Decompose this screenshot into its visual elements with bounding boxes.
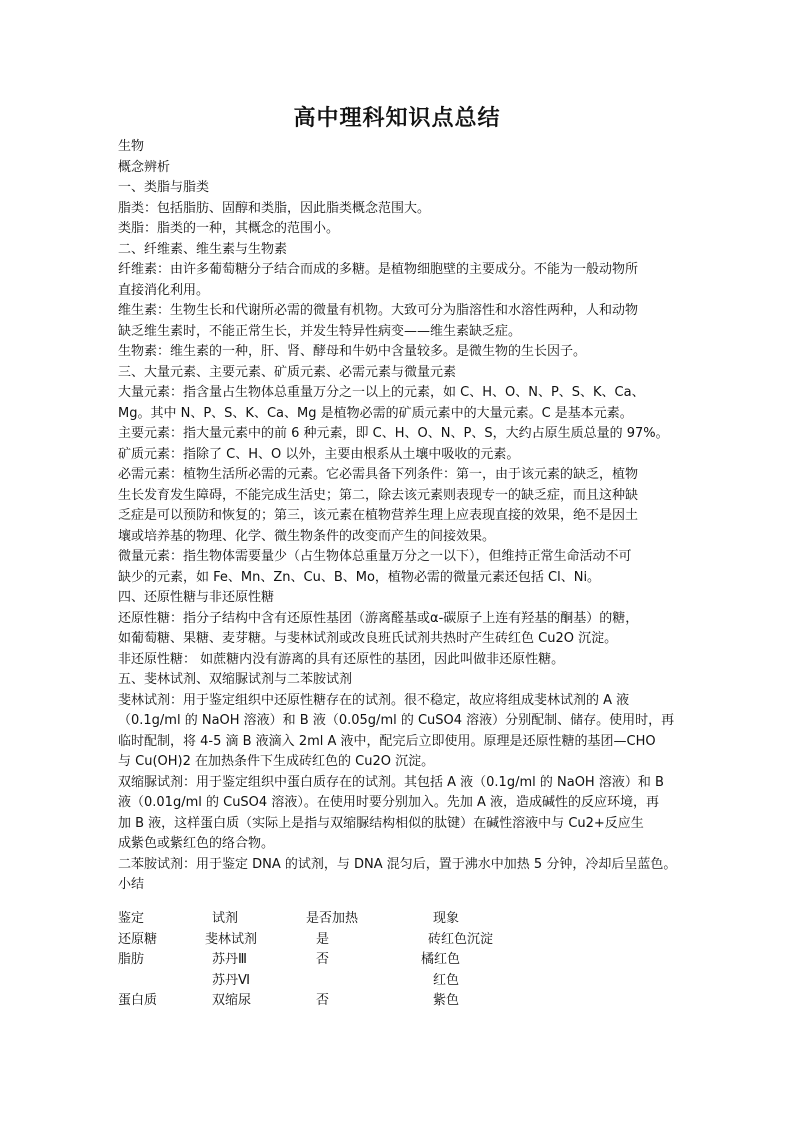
table-cell: 砖红色沉淀	[428, 931, 494, 947]
text-line: 生物	[118, 139, 145, 154]
table-header-cell: 是否加热	[306, 911, 359, 926]
text-line: 成紫色或紫红色的络合物。	[118, 836, 275, 851]
text-line: 小结	[118, 877, 145, 892]
table-header-cell: 现象	[433, 911, 460, 926]
text-line: 微量元素：指生物体需要量少（占生物体总重量万分之一以下），但维持正常生命活动不可	[118, 549, 632, 564]
text-line: 脂类：包括脂肪、固醇和类脂，因此脂类概念范围大。	[118, 200, 431, 216]
table-cell: 苏丹Ⅵ	[212, 972, 250, 988]
text-line: 液（0.01g/ml 的 CuSO4 溶液）。在使用时要分别加入。先加 A 液，造成碱性的反应环境，再	[118, 795, 659, 810]
text-line: 如葡萄糖、果糖、麦芽糖。与斐林试剂或改良班氏试剂共热时产生砖红色 Cu2O 沉淀。	[118, 631, 618, 646]
text-line: 缺乏维生素时，不能正常生长，并发生特异性病变——维生素缺乏症。	[118, 323, 522, 339]
text-line: 维生素：生物生长和代谢所必需的微量有机物。大致可分为脂溶性和水溶性两种，人和动物	[118, 303, 639, 318]
text-line: 非还原性糖： 如蔗糖内没有游离的具有还原性的基团，因此叫做非还原性糖。	[118, 651, 565, 667]
text-line: 纤维素：由许多葡萄糖分子结合而成的多糖。是植物细胞壁的主要成分。不能为一般动物所	[118, 262, 639, 277]
table-cell: 苏丹Ⅲ	[212, 952, 247, 967]
table-cell: 是	[316, 931, 330, 947]
text-line: 矿质元素：指除了 C、H、O 以外，主要由根系从土壤中吸收的元素。	[118, 446, 520, 462]
table-cell: 红色	[433, 972, 460, 988]
text-line: 斐林试剂：用于鉴定组织中还原性糖存在的试剂。很不稳定，故应将组成斐林试剂的 A 液	[118, 692, 630, 708]
text-line: 临时配制，将 4-5 滴 B 液滴入 2ml A 液中，配完后立即使用。原理是还原性糖的基团—CHO	[118, 733, 656, 749]
text-line: Mg。其中 N、P、S、K、Ca、Mg 是植物必需的矿质元素中的大量元素。C 是基本元素。	[118, 405, 633, 421]
text-line: 生物素：维生素的一种，肝、肾、酵母和牛奶中含量较多。是微生物的生长因子。	[118, 344, 587, 359]
text-line: （0.1g/ml 的 NaOH 溶液）和 B 液（0.05g/ml 的 CuSO4 溶液）分别配制、储存。使用时，再	[118, 713, 675, 728]
table-header-cell: 鉴定	[118, 911, 145, 926]
text-line: 生长发育发生障碍，不能完成生活史；第二，除去该元素则表现专一的缺乏症，而且这种缺	[118, 487, 639, 503]
text-line: 主要元素：指大量元素中的前 6 种元素，即 C、H、O、N、P、S，大约占原生质总量的 97%。	[118, 426, 669, 441]
table-cell: 橘红色	[421, 952, 461, 967]
table-header-cell: 试剂	[212, 911, 239, 926]
text-line: 类脂：脂类的一种，其概念的范围小。	[118, 221, 340, 236]
table-cell: 斐林试剂	[205, 931, 258, 947]
text-line: 必需元素：植物生活所必需的元素。它必需具备下列条件：第一，由于该元素的缺乏，植物	[118, 467, 639, 482]
text-line: 三、大量元素、主要元素、矿质元素、必需元素与微量元素	[118, 364, 457, 380]
table-cell: 还原糖	[118, 931, 158, 947]
table-cell: 否	[316, 952, 330, 967]
table-cell: 蛋白质	[118, 993, 158, 1008]
text-line: 缺少的元素，如 Fe、Mn、Zn、Cu、B、Mo，植物必需的微量元素还包括 Cl、Ni。	[118, 569, 601, 585]
text-line: 还原性糖：指分子结构中含有还原性基团（游离醛基或α-碳原子上连有羟基的酮基）的糖，	[118, 610, 639, 626]
text-line: 二、纤维素、维生素与生物素	[118, 241, 288, 257]
text-line: 壤或培养基的物理、化学、微生物条件的改变而产生的间接效果。	[118, 528, 496, 544]
table-cell: 脂肪	[118, 952, 145, 967]
text-line: 乏症是可以预防和恢复的；第三，该元素在植物营养生理上应表现直接的效果，绝不是因土	[118, 508, 639, 523]
text-line: 概念辨析	[118, 159, 171, 175]
text-line: 加 B 液，这样蛋白质（实际上是指与双缩脲结构相似的肽键）在碱性溶液中与 Cu2+反应生	[118, 815, 644, 831]
text-line: 一、类脂与脂类	[118, 180, 210, 195]
text-line: 大量元素：指含量占生物体总重量万分之一以上的元素，如 C、H、O、N、P、S、K、Ca、	[118, 385, 645, 400]
text-line: 双缩脲试剂：用于鉴定组织中蛋白质存在的试剂。其包括 A 液（0.1g/ml 的 NaOH 溶液）和 B	[118, 774, 664, 790]
table-cell: 否	[316, 993, 330, 1008]
text-line: 直接消化利用。	[118, 282, 210, 298]
text-line: 与 Cu(OH)2 在加热条件下生成砖红色的 Cu2O 沉淀。	[118, 754, 435, 769]
text-line: 二苯胺试剂：用于鉴定 DNA 的试剂，与 DNA 混匀后，置于沸水中加热 5 分钟，冷却后呈蓝色。	[118, 856, 677, 872]
table-cell: 双缩尿	[212, 993, 252, 1008]
text-line: 四、还原性糖与非还原性糖	[118, 590, 275, 605]
page-title: 高中理科知识点总结	[293, 105, 501, 131]
text-line: 五、斐林试剂、双缩脲试剂与二苯胺试剂	[118, 672, 353, 687]
table-cell: 紫色	[433, 993, 460, 1008]
